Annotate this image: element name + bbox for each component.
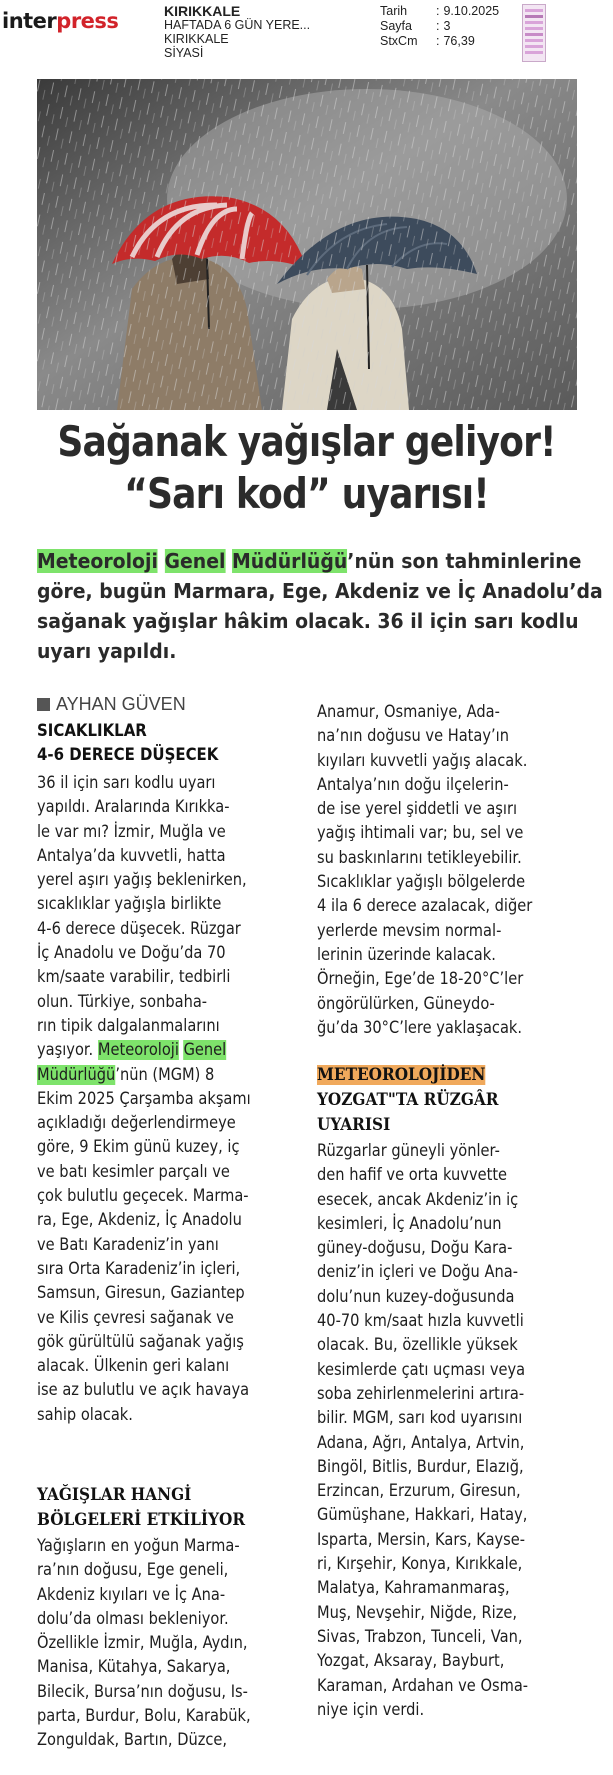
body-line: su baskınlarını tetikleyebilir. <box>317 847 522 868</box>
column-1-body-continued <box>37 1534 251 1753</box>
body-line: le var mı? İzmir, Muğla ve <box>37 821 226 842</box>
body-line: ri, Kırşehir, Konya, Kırıkkale, <box>317 1554 523 1575</box>
logo-part-press: press <box>56 9 119 33</box>
body-line: sıcaklıklar yağışla birlikte <box>37 894 222 915</box>
body-line: yerel aşırı yağış beklenirken, <box>37 870 247 891</box>
body-line: parta, Burdur, Bolu, Karabük, <box>37 1706 251 1727</box>
body-line: 36 il için sarı kodlu uyarı <box>37 773 216 793</box>
page-thumbnail[interactable] <box>522 4 546 62</box>
highlight-genel-2: Genel <box>183 1040 227 1061</box>
body-line: sıra Orta Karadeniz’in içleri, <box>37 1258 241 1279</box>
byline <box>37 694 186 715</box>
byline-square-icon <box>37 698 50 711</box>
date-value: 9.10.2025 <box>443 4 500 18</box>
body-line: Malatya, Kahramanmaraş, <box>317 1578 510 1599</box>
lead-line-2: göre, bugün Marmara, Ege, Akdeniz ve İç Anadolu’da <box>37 579 603 603</box>
body-line: Gümüşhane, Hakkari, Hatay, <box>317 1505 528 1526</box>
body-line: Isparta, Mersin, Kars, Kayse- <box>317 1529 526 1550</box>
subheading-1-line-1: SICAKLIKLAR <box>37 721 147 741</box>
body-line: Antalya’nın doğu ilçelerin- <box>317 774 509 795</box>
body-line: güney-doğusu, Doğu Kara- <box>317 1238 513 1259</box>
highlight-meteoroloji: Meteoroloji <box>37 549 158 573</box>
body-line: yapıldı. Aralarında Kırıkka- <box>37 797 230 818</box>
body-line: dolu’da olması bekleniyor. <box>37 1608 229 1629</box>
body-line: İç Anadolu ve Doğu’da 70 <box>37 943 226 964</box>
highlight-mudurlugu-2: Müdürlüğü <box>37 1064 116 1085</box>
article-slug: HAFTADA 6 GÜN YERE... <box>164 18 311 32</box>
subheading-yagislar <box>37 1483 245 1533</box>
body-line: Sıcaklıklar yağışlı bölgelerde <box>317 872 526 893</box>
body-line: alacak. Ülkenin geri kalanı <box>37 1356 230 1377</box>
highlight-meteoroloji-2: Meteoroloji <box>97 1040 179 1061</box>
subheading-2-line-2: BÖLGELERİ ETKİLİYOR <box>37 1510 246 1530</box>
body-line: ve Batı Karadeniz’in yanı <box>37 1234 219 1255</box>
body-line: Bingöl, Bitlis, Burdur, Elazığ, <box>317 1456 524 1477</box>
body-line: Akdeniz kıyıları ve İç Ana- <box>37 1584 226 1605</box>
lead-line-3: sağanak yağışlar hâkim olacak. 36 il için sarı kodlu <box>37 609 579 633</box>
body-line: Anamur, Osmaniye, Ada- <box>317 702 500 722</box>
subheading-3-line-2: YOZGAT"TA RÜZGÂR <box>317 1090 499 1110</box>
body-line: de ise yerel şiddetli ve aşırı <box>317 799 518 820</box>
body-line: Karaman, Ardahan ve Osma- <box>317 1675 529 1696</box>
body-line: ra, Ege, Akdeniz, İç Anadolu <box>37 1210 242 1231</box>
body-line: Erzincan, Erzurum, Giresun, <box>317 1481 521 1502</box>
body-line: soba zehirlenmelerini artıra- <box>317 1383 525 1404</box>
body-line: göre, 9 Ekim günü kuzey, iç <box>37 1137 240 1158</box>
body-line: kesimlerde çatı uçması veya <box>317 1359 526 1380</box>
page-label: Sayfa <box>380 19 412 33</box>
date-label: Tarih <box>380 4 408 18</box>
highlight-genel: Genel <box>164 549 226 573</box>
body-line: 40-70 km/saat hızla kuvvetli <box>317 1311 524 1332</box>
clipping-stats: Tarih : 9.10.2025 Sayfa : 3 StxCm : 76,39 <box>380 4 500 48</box>
body-line: yağış ihtimali var; bu, sel ve <box>317 823 524 844</box>
article-photo-rain-umbrellas <box>37 79 577 410</box>
body-line: bilir. MGM, sarı kod uyarısını <box>317 1408 523 1429</box>
stxcm-value: 76,39 <box>443 34 475 48</box>
body-line: gök gürültülü sağanak yağış <box>37 1331 244 1352</box>
publication-name: KIRIKKALE <box>164 3 241 19</box>
body-line: Rüzgarlar güneyli yönler- <box>317 1141 500 1161</box>
column-2-body <box>317 700 532 1040</box>
body-line: kıyıları kuvvetli yağış alacak. <box>317 750 528 771</box>
body-line: olun. Türkiye, sonbaha- <box>37 991 208 1012</box>
body-line: Örneğin, Ege’de 18-20°C’ler <box>317 969 524 990</box>
column-1-body: 36 il için sarı kodlu uyarı yapıldı. Aralarında Kırıkka- le var mı? İzmir, Muğla ve Antalya’da kuvvetli, hatta yerel aşırı yağış beklenirken, sıcaklıklar yağışla birlikte 4-6 derece düşecek. Rüzgar İç Anadolu ve Doğu’da 70 km/saate varabilir, tedbirli olun. Türkiye, sonbaha- rın tipik dalgalanmalarını yaşıyor. Meteoroloji Genel Müdürlüğü’nün (MGM) 8 Ekim 2025 Çarşamba akşamı açıkladığı değerlendirmeye göre, 9 Ekim günü kuzey, iç ve batı kesimler parçalı ve çok bulutlu geçecek. Marma- ra, Ege, Akdeniz, İç Anadolu ve Batı Karadeniz’in yanı sıra Orta Karadeniz’in içleri, Samsun, Giresun, Gaziantep ve Kilis çevresi sağanak ve gök gürültülü sağanak yağış alacak. Ülkenin geri kalanı ise az bulutlu ve açık havaya sahip olacak. <box>37 771 251 1427</box>
body-line: Manisa, Kütahya, Sakarya, <box>37 1657 231 1678</box>
body-line: ve Kilis çevresi sağanak ve <box>37 1307 234 1328</box>
body-line: Antalya’da kuvvetli, hatta <box>37 845 226 866</box>
body-line: ve batı kesimler parçalı ve <box>37 1161 230 1182</box>
body-line: 4 ila 6 derece azalacak, diğer <box>317 896 533 917</box>
body-line: Adana, Ağrı, Antalya, Artvin, <box>317 1432 525 1453</box>
subheading-3-line-3: UYARISI <box>317 1115 391 1135</box>
body-line: açıkladığı değerlendirmeye <box>37 1113 236 1134</box>
body-line: Samsun, Giresun, Gaziantep <box>37 1283 245 1304</box>
col1-highlight-line: yaşıyor. Meteoroloji Genel <box>37 1040 227 1061</box>
body-line: Yağışların en yoğun Marma- <box>37 1536 240 1556</box>
body-line: Bilecik, Bursa’nın doğusu, Is- <box>37 1681 248 1702</box>
body-line: dolu’nun kuzey-doğusunda <box>317 1286 515 1307</box>
subheading-1-line-2: 4-6 DERECE DÜŞECEK <box>37 745 219 765</box>
author-name: AYHAN GÜVEN <box>56 694 186 714</box>
body-line: öngörülürken, Güneydo- <box>317 993 495 1014</box>
body-line: Yozgat, Aksaray, Bayburt, <box>317 1651 505 1672</box>
body-line: den hafif ve orta kuvvette <box>317 1165 508 1186</box>
body-line: çok bulutlu geçecek. Marma- <box>37 1186 249 1207</box>
body-line: yerlerde mevsim normal- <box>317 920 502 941</box>
body-line: lerinin üzerinde kalacak. <box>317 944 496 965</box>
interpress-logo <box>2 9 118 33</box>
city: KIRIKKALE <box>164 32 229 46</box>
lead-line-1-rest: ’nün son tahminlerine <box>347 549 582 573</box>
body-line: esecek, ancak Akdeniz’in iç <box>317 1189 519 1210</box>
headline-line-1: Sağanak yağışlar geliyor! <box>57 417 556 466</box>
body-line: kesimleri, İç Anadolu’nun <box>317 1213 502 1234</box>
body-line: Özellikle İzmir, Muğla, Aydın, <box>37 1633 248 1654</box>
subheading-3-line-1: METEOROLOJİDEN <box>317 1065 486 1085</box>
body-line: na’nın doğusu ve Hatay’ın <box>317 726 509 747</box>
page-value: 3 <box>443 19 451 33</box>
subheading-meteorolojiden <box>317 1063 499 1138</box>
body-line: olacak. Bu, özellikle yüksek <box>317 1335 518 1356</box>
column-2-body-continued <box>317 1139 528 1722</box>
stxcm-label: StxCm <box>380 34 418 48</box>
body-line: ğu’da 30°C’lere yaklaşacak. <box>317 1017 523 1038</box>
body-line: sahip olacak. <box>37 1404 133 1425</box>
subheading-sicakliklar <box>37 719 218 767</box>
subheading-2-line-1: YAĞIŞLAR HANGİ <box>37 1485 192 1505</box>
lead-line-4: uyarı yapıldı. <box>37 639 177 663</box>
clipping-info <box>164 4 310 60</box>
body-line: Ekim 2025 Çarşamba akşamı <box>37 1088 251 1109</box>
body-line: km/saate varabilir, tedbirli <box>37 967 231 988</box>
highlight-mudurlugu: Müdürlüğü <box>232 549 348 573</box>
body-line: Muş, Nevşehir, Niğde, Rize, <box>317 1602 518 1623</box>
lead-paragraph <box>37 546 603 666</box>
body-line: Zonguldak, Bartın, Düzce, <box>37 1730 228 1751</box>
body-line: ise az bulutlu ve açık havaya <box>37 1380 250 1401</box>
body-line: niye için verdi. <box>317 1699 425 1720</box>
logo-part-inter: inter <box>2 9 57 33</box>
headline-line-2: “Sarı kod” uyarısı! <box>124 469 489 518</box>
body-line: 4-6 derece düşecek. Rüzgar <box>37 918 241 939</box>
body-line: rın tipik dalgalanmalarını <box>37 1015 220 1036</box>
body-line: ra’nın doğusu, Ege geneli, <box>37 1560 229 1581</box>
body-line: deniz’in içleri ve Doğu Ana- <box>317 1262 518 1283</box>
section: SİYASİ <box>164 46 204 60</box>
body-line: Sivas, Trabzon, Tunceli, Van, <box>317 1626 523 1647</box>
